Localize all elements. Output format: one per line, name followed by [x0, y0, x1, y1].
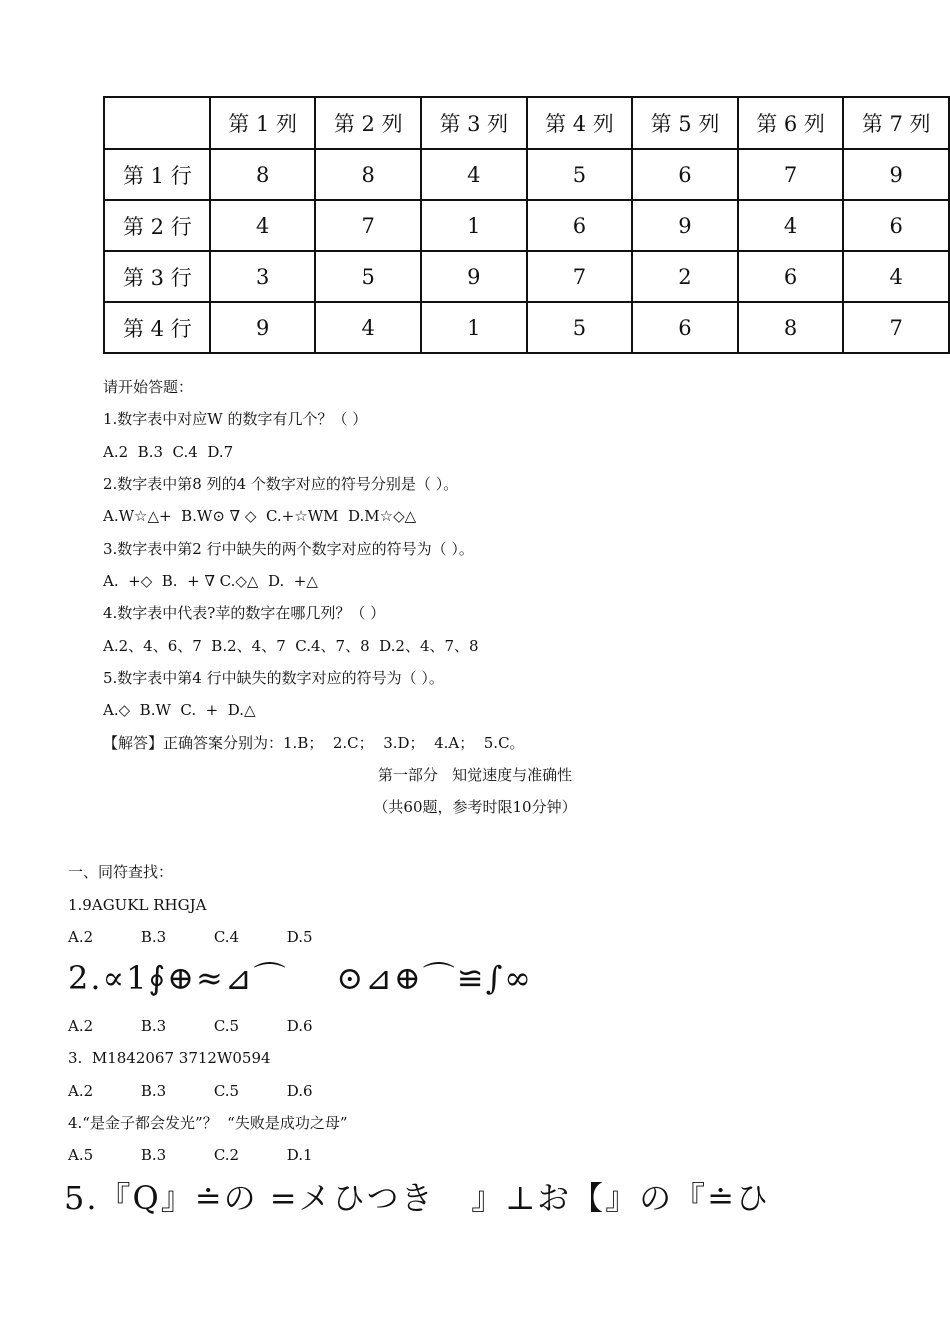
table-cell: 8: [738, 302, 844, 353]
intro-text: 请开始答题：: [103, 378, 194, 396]
table-cell: 6: [632, 302, 738, 353]
table-cell: 7: [315, 200, 421, 251]
question-1-options: A.2 B.3 C.4 D.7: [103, 443, 234, 461]
table-cell: 4: [738, 200, 844, 251]
table-cell: 5: [527, 302, 633, 353]
table-row: [104, 302, 949, 353]
row-header: 第 3 行: [104, 251, 210, 302]
table-cell: 2: [632, 251, 738, 302]
question-2-options: A.W☆△+ B.W⊙ ∇ ◇ C.+☆WM D.M☆◇△: [103, 507, 417, 525]
table-cell: 7: [738, 149, 844, 200]
number-table: [103, 96, 950, 354]
find-question-2-options: A.2 B.3 C.5 D.6: [68, 1017, 313, 1035]
col-header: 第 3 列: [421, 97, 527, 149]
table-row: [104, 149, 949, 200]
table-cell: 9: [421, 251, 527, 302]
table-row: [104, 200, 949, 251]
find-question-2-symbols: 2.∝1∮⊕≈⊿⌒ ⊙⊿⊕⌒≌∫∞: [68, 959, 533, 997]
table-cell: 8: [210, 149, 316, 200]
answer-text: 【解答】正确答案分别为：1.B； 2.C； 3.D； 4.A； 5.C。: [103, 734, 525, 752]
table-cell: 6: [843, 200, 949, 251]
col-header: 第 6 列: [738, 97, 844, 149]
question-1: 1.数字表中对应W 的数字有几个？（ ）: [103, 410, 368, 428]
question-4: 4.数字表中代表?苹的数字在哪几列？（ ）: [103, 604, 386, 622]
table-cell: 1: [421, 302, 527, 353]
find-question-1: 1.9AGUKL RHGJA: [68, 896, 207, 914]
table-cell: 6: [738, 251, 844, 302]
part-title: 第一部分 知觉速度与准确性: [377, 766, 573, 784]
col-header: 第 7 列: [843, 97, 949, 149]
find-question-3: 3. M1842067 3712W0594: [68, 1049, 271, 1067]
table-cell: 7: [527, 251, 633, 302]
table-cell: 3: [210, 251, 316, 302]
find-question-4-options: A.5 B.3 C.2 D.1: [68, 1146, 313, 1164]
table-header-row: [104, 97, 949, 149]
find-question-1-options: A.2 B.3 C.4 D.5: [68, 928, 313, 946]
row-header: 第 2 行: [104, 200, 210, 251]
table-cell: 5: [315, 251, 421, 302]
row-header: 第 4 行: [104, 302, 210, 353]
question-5-options: A.◇ B.W C. + D.△: [103, 701, 256, 719]
table-cell: 4: [843, 251, 949, 302]
table-corner-cell: [104, 97, 210, 149]
table-cell: 1: [421, 200, 527, 251]
table-cell: 4: [210, 200, 316, 251]
col-header: 第 1 列: [210, 97, 316, 149]
question-3: 3.数字表中第2 行中缺失的两个数字对应的符号为（ ）。: [103, 540, 474, 558]
row-header: 第 1 行: [104, 149, 210, 200]
table-cell: 8: [315, 149, 421, 200]
table-cell: 6: [632, 149, 738, 200]
table-cell: 6: [527, 200, 633, 251]
table-cell: 5: [527, 149, 633, 200]
table-cell: 9: [632, 200, 738, 251]
question-3-options: A. +◇ B. + ∇ C.◇△ D. +△: [103, 572, 318, 590]
find-question-3-options: A.2 B.3 C.5 D.6: [68, 1082, 313, 1100]
table-cell: 9: [210, 302, 316, 353]
table-cell: 4: [421, 149, 527, 200]
col-header: 第 4 列: [527, 97, 633, 149]
find-question-5-symbols: 5.『Q』≐の =メひつき 』⊥お【』の『≐ひ: [64, 1179, 770, 1217]
col-header: 第 5 列: [632, 97, 738, 149]
table-cell: 4: [315, 302, 421, 353]
col-header: 第 2 列: [315, 97, 421, 149]
table-cell: 7: [843, 302, 949, 353]
question-2: 2.数字表中第8 列的4 个数字对应的符号分别是（ ）。: [103, 475, 459, 493]
table-cell: 9: [843, 149, 949, 200]
find-question-4: 4.“是金子都会发光”？ “失败是成功之母”: [68, 1114, 348, 1132]
part-subtitle: （共60题，参考时限10分钟）: [373, 798, 577, 816]
question-4-options: A.2、4、6、7 B.2、4、7 C.4、7、8 D.2、4、7、8: [103, 637, 479, 655]
question-5: 5.数字表中第4 行中缺失的数字对应的符号为（ ）。: [103, 669, 444, 687]
section-heading: 一、同符查找：: [68, 863, 174, 881]
table-row: [104, 251, 949, 302]
